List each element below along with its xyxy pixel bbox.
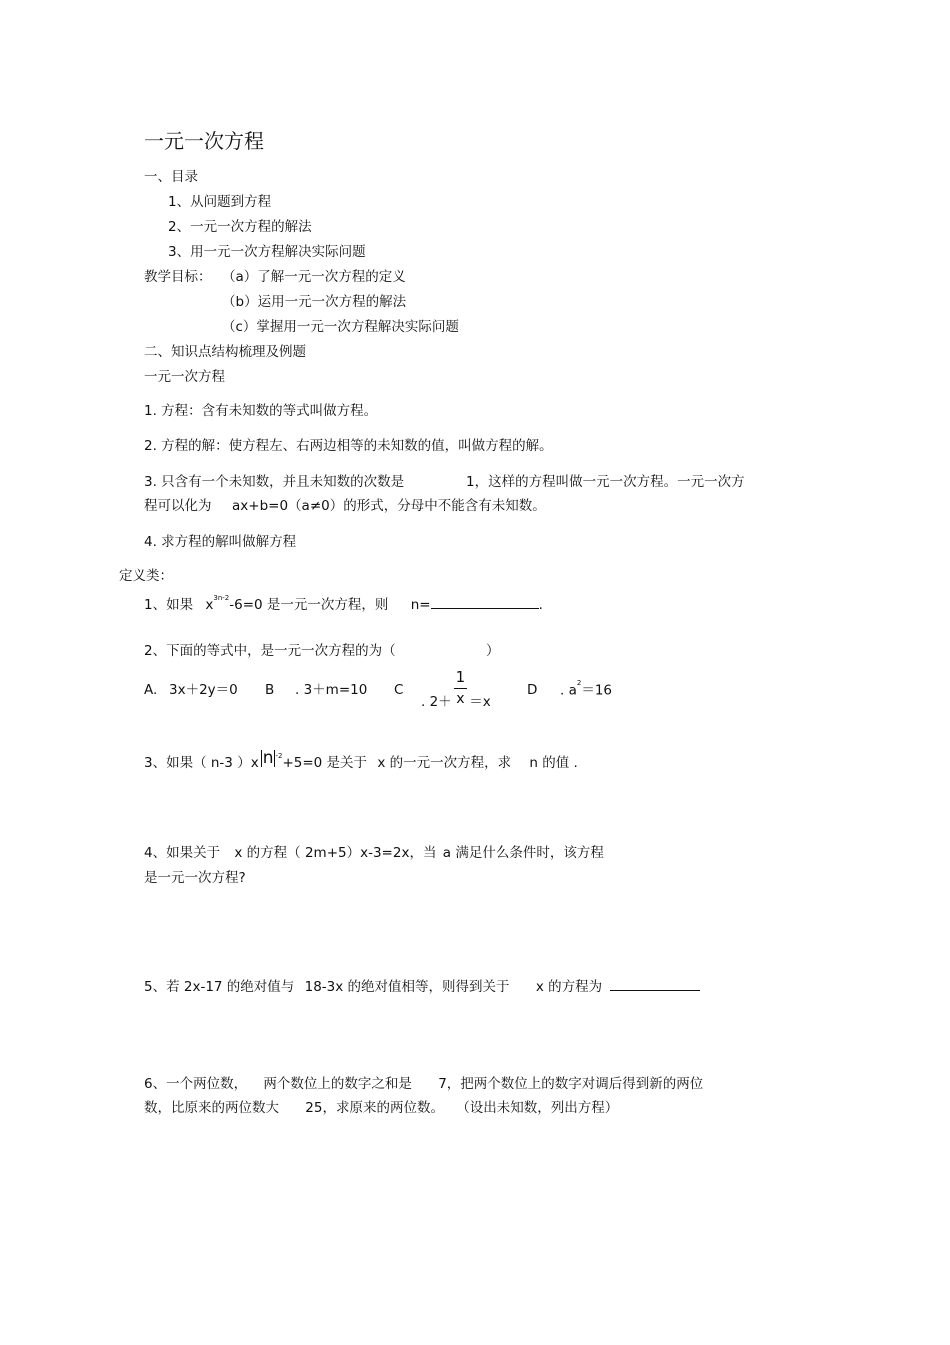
q1-text: 1、如果 bbox=[144, 597, 194, 613]
section-heading: 二、知识点结构梳理及例题 bbox=[144, 344, 306, 360]
answer-blank[interactable] bbox=[431, 596, 539, 609]
absolute-value bbox=[261, 750, 276, 767]
q1-text: n= bbox=[410, 597, 431, 613]
q1-text: -6=0 是一元一次方程，则 bbox=[229, 597, 389, 613]
question-6 bbox=[144, 1078, 703, 1092]
q4-text: x 的方程（ 2m+5）x-3=2x，当 bbox=[234, 845, 437, 861]
toc-item: 1、从问题到方程 bbox=[168, 194, 272, 210]
definition-label: 定义类： bbox=[119, 568, 173, 584]
knowledge-point: 程可以化为 bbox=[144, 498, 212, 514]
fraction-numerator: 1 bbox=[454, 670, 468, 689]
toc-heading: 一、目录 bbox=[144, 169, 198, 185]
knowledge-point: 2. 方程的解：使方程左、右两边相等的未知数的值，叫做方程的解。 bbox=[144, 438, 553, 454]
objective-item: （b）运用一元一次方程的解法 bbox=[222, 294, 407, 310]
question-3 bbox=[144, 748, 578, 771]
objectives-label: 教学目标： bbox=[144, 269, 212, 285]
toc-item: 3、用一元一次方程解决实际问题 bbox=[168, 244, 366, 260]
option-c-expr: ＝x bbox=[469, 694, 491, 710]
q5-text: 5、若 2x-17 的绝对值与 bbox=[144, 979, 295, 995]
knowledge-point: 4. 求方程的解叫做解方程 bbox=[144, 534, 297, 550]
q6-text: 两个数位上的数字之和是 bbox=[263, 1076, 412, 1092]
q3-exponent: -2 bbox=[275, 751, 283, 760]
question-5 bbox=[144, 978, 700, 995]
option-a-label: A. bbox=[144, 682, 158, 698]
knowledge-point: 1，这样的方程叫做一元一次方程。一元一次方 bbox=[466, 474, 745, 490]
question-2: 2、下面的等式中，是一元一次方程的为（ bbox=[144, 643, 396, 659]
knowledge-point: 3. 只含有一个未知数，并且未知数的次数是 bbox=[144, 474, 405, 490]
option-c bbox=[421, 668, 491, 710]
q6-text: 25，求原来的两位数。 bbox=[305, 1100, 444, 1116]
q3-text: x 的一元一次方程，求 bbox=[377, 755, 512, 771]
option-c-expr: . 2＋ bbox=[421, 694, 452, 710]
option-d bbox=[560, 679, 613, 699]
q5-text: 18-3x 的绝对值相等，则得到关于 bbox=[304, 979, 510, 995]
objective-item: （c）掌握用一元一次方程解决实际问题 bbox=[222, 319, 459, 335]
page-title: 一元一次方程 bbox=[144, 129, 264, 153]
option-b-label: B bbox=[265, 682, 275, 698]
q4-text: 4、如果关于 bbox=[144, 845, 221, 861]
option-d-expr: . a bbox=[560, 682, 577, 699]
question-6-cont bbox=[144, 1102, 618, 1116]
q6-text: 7，把两个数位上的数字对调后得到新的两位 bbox=[438, 1076, 704, 1092]
q5-text: x 的方程为 bbox=[535, 979, 603, 995]
q1-end: . bbox=[538, 597, 543, 613]
option-b: . 3＋m=10 bbox=[295, 682, 368, 698]
option-d-expr: ＝16 bbox=[581, 682, 613, 699]
section-subheading: 一元一次方程 bbox=[144, 369, 225, 385]
toc-item: 2、一元一次方程的解法 bbox=[168, 219, 312, 235]
question-4 bbox=[144, 847, 604, 861]
question-2-close: ） bbox=[486, 643, 500, 659]
option-d-label: D bbox=[527, 682, 538, 698]
fraction-denominator: x bbox=[456, 691, 465, 707]
option-a: 3x＋2y＝0 bbox=[169, 682, 238, 698]
q1-var: x bbox=[205, 597, 214, 613]
question-1 bbox=[144, 593, 543, 613]
q1-exponent: 3n-2 bbox=[213, 593, 230, 602]
answer-blank[interactable] bbox=[610, 978, 700, 991]
knowledge-point: ax+b=0（a≠0）的形式，分母中不能含有未知数。 bbox=[232, 498, 546, 514]
option-d-exponent: 2 bbox=[576, 679, 582, 687]
q6-text: （设出未知数，列出方程） bbox=[456, 1100, 619, 1116]
fraction bbox=[454, 670, 468, 706]
q3-text: n 的值 . bbox=[529, 755, 578, 771]
option-c-label: C bbox=[394, 682, 404, 698]
question-4-cont: 是一元一次方程? bbox=[144, 870, 246, 886]
objective-item: （a）了解一元一次方程的定义 bbox=[222, 269, 406, 285]
q3-text: +5=0 是关于 bbox=[282, 755, 368, 771]
knowledge-point: 1. 方程：含有未知数的等式叫做方程。 bbox=[144, 403, 378, 419]
q6-text: 6、一个两位数， bbox=[144, 1076, 248, 1092]
absolute-value-content: n bbox=[262, 748, 274, 768]
q4-text: a 满足什么条件时，该方程 bbox=[442, 845, 604, 861]
q3-text: 3、如果（ n-3 ）x bbox=[144, 755, 259, 771]
q6-text: 数，比原来的两位数大 bbox=[144, 1100, 279, 1116]
